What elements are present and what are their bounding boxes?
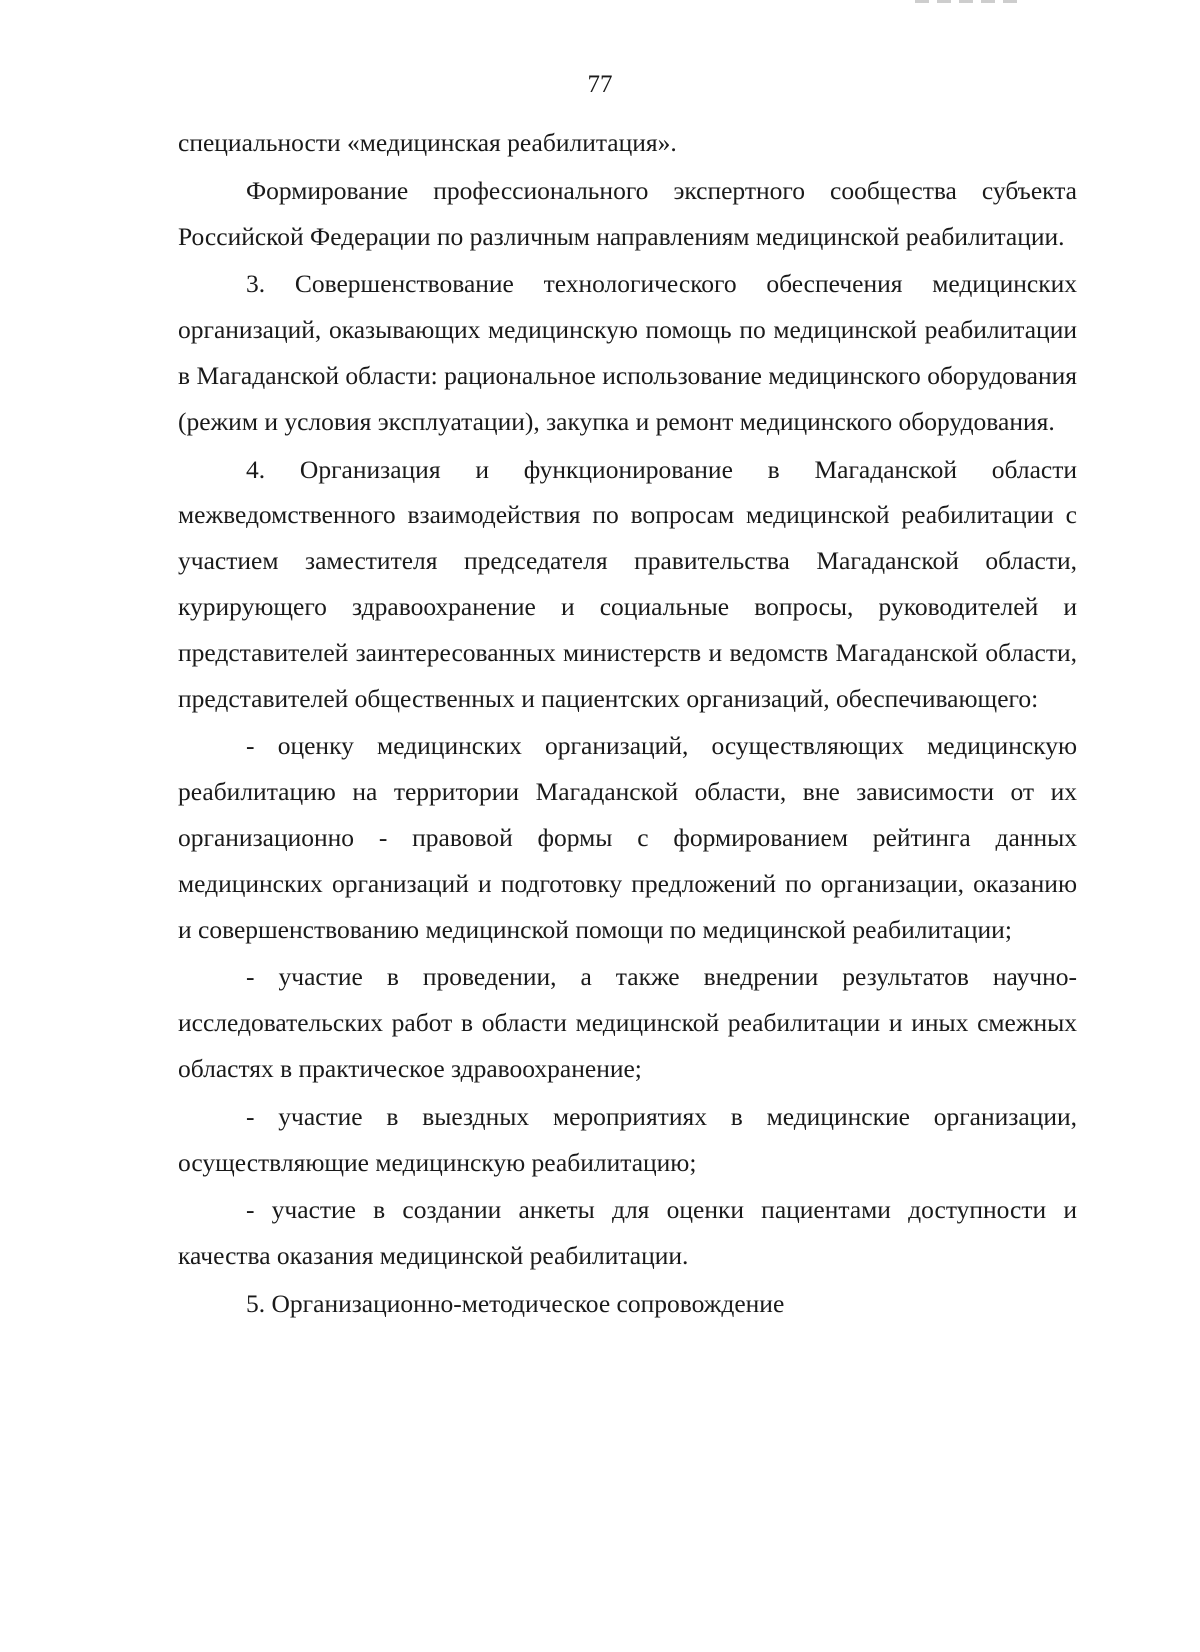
paragraph-expert-community: Формирование профессионального экспертного сообщества субъекта Российской Федерации по различным направлениям медицинской реабилитации.: [178, 175, 1077, 251]
body-text: [178, 120, 1077, 1329]
paragraph-item-4: 4. Организация и функционирование в Магаданской области межведомственного взаимодействия по вопросам медицинской реабилитации с участием заместителя председателя правительства Магаданской области, курирующего здравоохранение и социальные вопросы, руководителей и представителей заинтересованных министерств и ведомств Магаданской области, представителей общественных и пациентских организаций, обеспечивающего:: [178, 454, 1077, 713]
paragraph-bullet-questionnaire: - участие в создании анкеты для оценки пациентами доступности и качества оказания медицинской реабилитации.: [178, 1195, 1077, 1271]
paragraph-item-5: 5. Организационно-методическое сопровождение: [246, 1288, 785, 1318]
page-number: 77: [587, 71, 613, 98]
scan-artifact: [915, 0, 1025, 3]
paragraph-item-3: 3. Совершенствование технологического обеспечения медицинских организаций, оказывающих медицинскую помощь по медицинской реабилитации в Магаданской области: рациональное использование медицинского оборудования (режим и условия эксплуатации), закупка и ремонт медицинского оборудования.: [178, 269, 1077, 436]
paragraph-bullet-field-visits: - участие в выездных мероприятиях в медицинские организации, осуществляющие медицинскую реабилитацию;: [178, 1101, 1077, 1177]
paragraph-bullet-research: - участие в проведении, а также внедрении результатов научно-исследовательских работ в области медицинской реабилитации и иных смежных областях в практическое здравоохранение;: [178, 962, 1077, 1083]
paragraph-continuation: специальности «медицинская реабилитация».: [178, 128, 677, 157]
paragraph-bullet-assessment: - оценку медицинских организаций, осуществляющих медицинскую реабилитацию на территории Магаданской области, вне зависимости от их организационно - правовой формы с формированием рейтинга данных медицинских организаций и подготовку предложений по организации, оказанию и совершенствованию медицинской помощи по медицинской реабилитации;: [178, 731, 1077, 944]
